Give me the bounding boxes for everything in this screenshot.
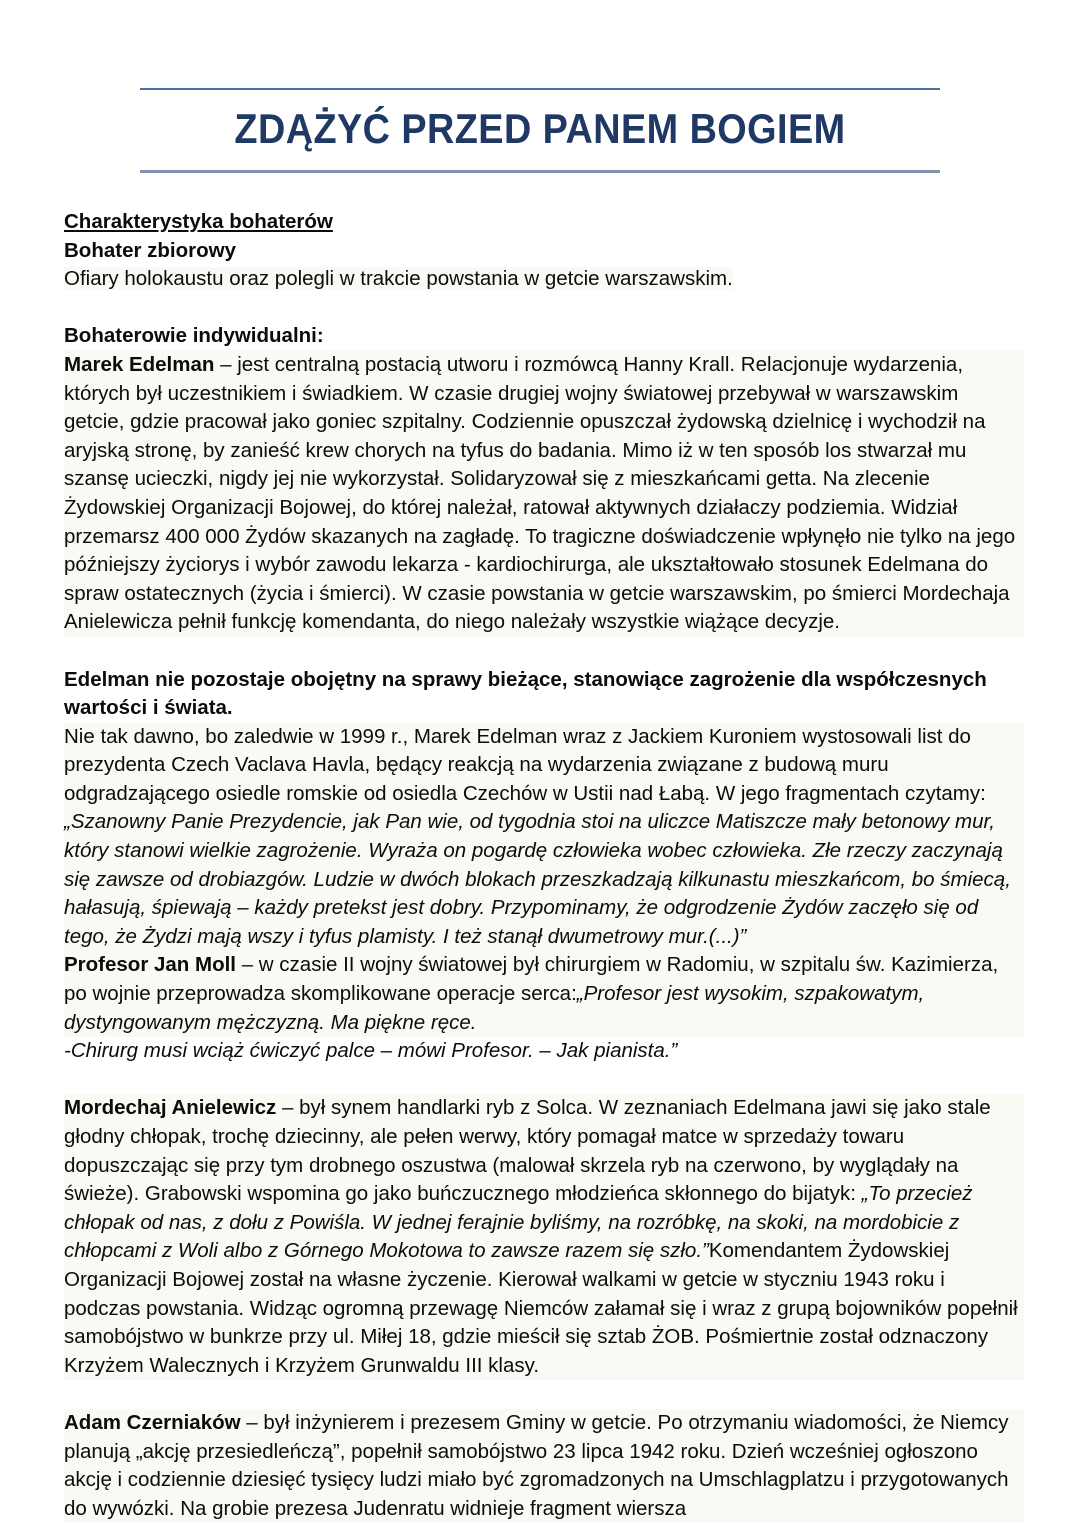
title-block bbox=[140, 88, 940, 173]
spacer bbox=[64, 294, 1024, 323]
collective-hero-text bbox=[64, 265, 1024, 294]
collective-hero-text-run: Ofiary holokaustu oraz polegli w trakcie powstania w getcie warszawskim. bbox=[64, 267, 733, 291]
jan-moll-quote-line2: -Chirurg musi wciąż ćwiczyć palce – mówi Profesor. – Jak pianista.” bbox=[64, 1039, 678, 1063]
jan-moll-quote: „Profesor jest wysokim, szpakowatym, dystyngowanym mężczyzną. Ma piękne ręce. bbox=[64, 982, 925, 1034]
paragraph-marek-edelman bbox=[64, 351, 1024, 637]
havla-letter-quote: „Szanowny Panie Prezydencie, jak Pan wie, od tygodnia stoi na uliczce Matiszcze mały betonowy mur, który stanowi wielkie zagrożenie. Wyraża on pogardę człowieka wobec człowieka. Złe rzeczy zaczynają się zawsze od drobiazgów. Ludzie w dwóch blokach przeszkadzają kilkunastu mieszkańcom, bo śmiecą, hałasują, śpiewają – każdy pretekst jest dobry. Przypominamy, że odgrodzenie Żydów zaczęło się od tego, że Żydzi mają wszy i tyfus plamisty. I też stanął dwumetrowy mur.(...)” bbox=[64, 810, 1011, 948]
person-body-adam-czerniakow: – był inżynierem i prezesem Gminy w getcie. Po otrzymaniu wiadomości, że Niemcy planują „akcję przesiedleńczą”, popełnił samobójstwo 23 lipca 1942 roku. Dzień wcześniej ogłoszono akcję i codziennie dziesięć tysięcy ludzi miało być zgromadzonych na Umschlagplatzu i przygotowanych do wywózki. Na grobie prezesa Judenratu widnieje fragment wiersza bbox=[64, 1410, 1009, 1520]
heading-individual-heroes: Bohaterowie indywidualni: bbox=[64, 324, 324, 348]
person-body-anielewicz-before-quote: – był synem handlarki ryb z Solca. W zeznaniach Edelmana jawi się jako stale głodny chłopak, trochę dziecinny, ale pełen werwy, który pomagał matce w sprzedaży towaru dopuszczając się przy tym drobnego oszustwa (malował skrzela ryb na czerwono, by wyglądały na świeże). Grabowski wspomina go jako buńczucznego młodzieńca skłonnego do bijatyk: bbox=[64, 1096, 991, 1206]
spacer bbox=[64, 637, 1024, 666]
person-body-jan-moll: – w czasie II wojny światowej był chirurgiem w Radomiu, w szpitalu św. Kazimierza, po wojnie przeprowadza skomplikowane operacje serca: bbox=[64, 953, 999, 1006]
paragraph-havla-letter bbox=[64, 723, 1024, 952]
heading-edelman-contemporary: Edelman nie pozostaje obojętny na sprawy bieżące, stanowiące zagrożenie dla współczesnych wartości i świata. bbox=[64, 667, 987, 720]
title-rule-bottom bbox=[140, 170, 940, 173]
person-body-marek-edelman: – jest centralną postacią utworu i rozmówcą Hanny Krall. Relacjonuje wydarzenia, których był uczestnikiem i świadkiem. W czasie drugiej wojny światowej przebywał w warszawskim getcie, gdzie pracował jako goniec szpitalny. Codziennie opuszczał żydowską dzielnicę i wychodził na aryjską stronę, by zanieść krew chorych na tyfus do badania. Mimo iż w ten sposób los stwarzał mu szansę ucieczki, nigdy jej nie wykorzystał. Solidaryzował się z mieszkańcami getta. Na zlecenie Żydowskiej Organizacji Bojowej, do której należał, ratował aktywnych działaczy podziemia. Widział przemarsz 400 000 Żydów skazanych na zagładę. To tragiczne doświadczenie wpłynęło nie tylko na jego późniejszy życiorys i wybór zawodu lekarza - kardiochirurga, ale ukształtowało stosunek Edelmana do spraw ostatecznych (życia i śmierci). W czasie powstania w getcie warszawskim, po śmierci Mordechaja Anielewicza pełnił funkcję komendanta, do niego należały wszystkie wiążące decyzje. bbox=[64, 352, 1016, 634]
person-name-jan-moll: Profesor Jan Moll bbox=[64, 953, 237, 977]
page-title: ZDĄŻYĆ PRZED PANEM BOGIEM bbox=[234, 105, 846, 152]
spacer bbox=[64, 1380, 1024, 1409]
person-name-mordechaj-anielewicz: Mordechaj Anielewicz bbox=[64, 1096, 277, 1120]
paragraph-mordechaj-anielewicz bbox=[64, 1094, 1024, 1380]
anielewicz-grabowski-quote: „To przecież chłopak od nas, z dołu z Powiśla. W jednej ferajnie byliśmy, na rozróbkę, na skoki, na mordobicie z chłopcami z Woli albo z Górnego Mokotowa to zawsze razem się szło.” bbox=[64, 1182, 973, 1263]
person-name-marek-edelman: Marek Edelman bbox=[64, 352, 215, 376]
heading-characteristics: Charakterystyka bohaterów bbox=[64, 210, 333, 233]
person-body-anielewicz-after-quote: Komendantem Żydowskiej Organizacji Bojowej został na własne życzenie. Kierował walkami w getcie w styczniu 1943 roku i podczas powstania. Widząc ogromną przewagę Niemców załamał się i wraz z grupą bojowników popełnił samobójstwo w bunkrze przy ul. Miłej 18, gdzie mieścił się sztab ŻOB. Pośmiertnie został odznaczony Krzyżem Walecznych i Krzyżem Grunwaldu III klasy. bbox=[64, 1239, 1018, 1377]
havla-letter-intro: Nie tak dawno, bo zaledwie w 1999 r., Marek Edelman wraz z Jackiem Kuroniem wystosowali list do prezydenta Czech Vaclava Havla, będący reakcją na wydarzenia związane z budową muru odgradzającego osiedle romskie od osiedla Czechów w Ustii nad Łabą. W jego fragmentach czytamy: bbox=[64, 724, 986, 805]
person-name-adam-czerniakow: Adam Czerniaków bbox=[64, 1410, 241, 1434]
document-body bbox=[64, 208, 1024, 1523]
paragraph-adam-czerniakow bbox=[64, 1409, 1024, 1523]
spacer bbox=[64, 1066, 1024, 1095]
heading-collective-hero: Bohater zbiorowy bbox=[64, 238, 236, 262]
paragraph-jan-moll bbox=[64, 951, 1024, 1037]
